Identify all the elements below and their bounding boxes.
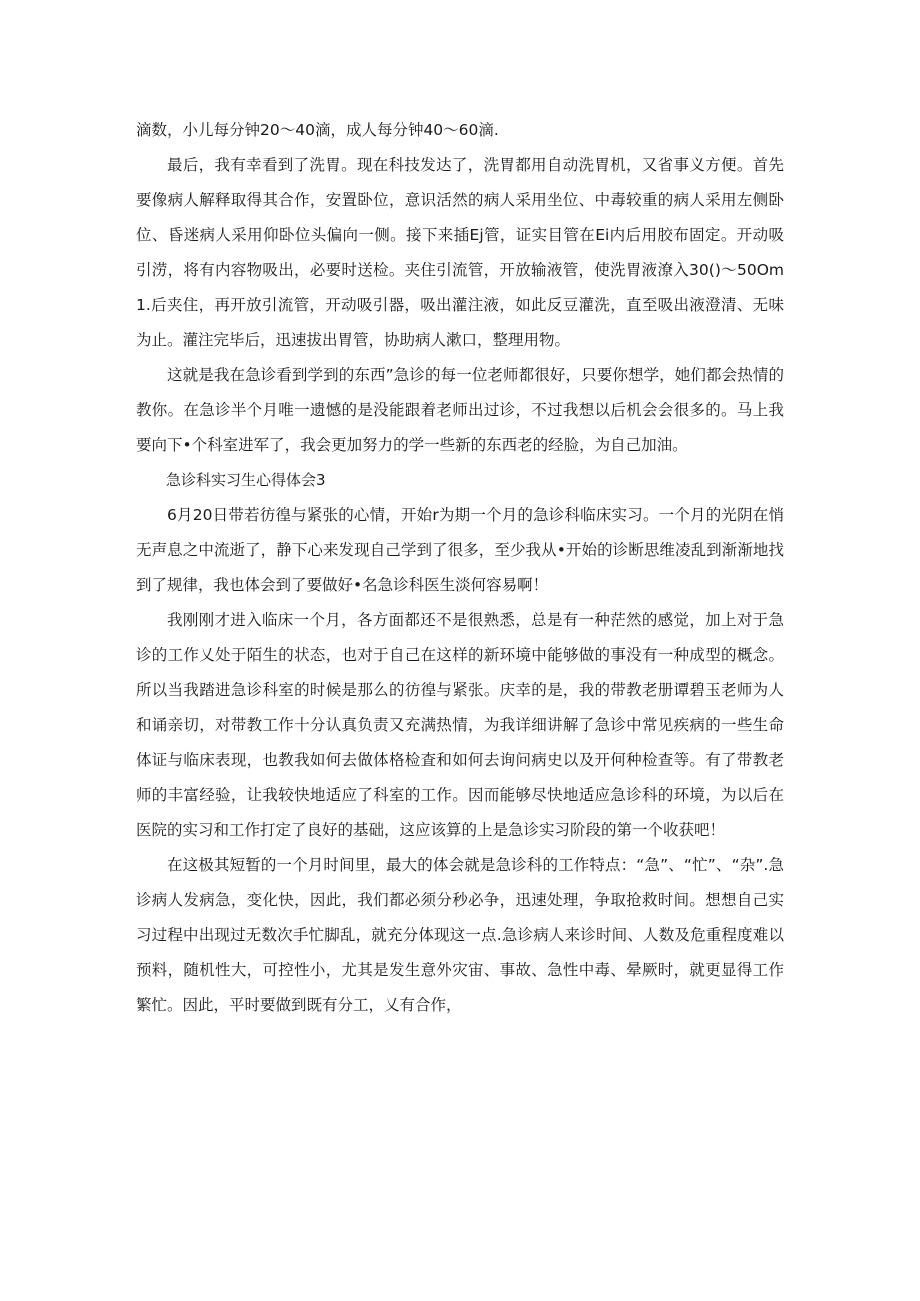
- paragraph-continued: 滴数，小儿每分钟20～40滴，成人每分钟40～60滴.: [136, 121, 499, 139]
- paragraph-gastric-lavage: 最后，我有幸看到了洗胃。现在科技发达了，洗胃都用自动洗胃机，又省事义方便。首先要像病人解释取得其合作，安置卧位，意识活然的病人采用坐位、中毒较重的病人采用左侧卧位、昏迷病人采用仰卧位头偏向一侧。接下来插Ej管，证实目管在Ei内后用胶布固定。开动吸引涝，将有内容物吸出，必要时送检。夹住引流管，开放输液管，使洗胃液潦入30()～50Om1.后夹住，再开放引流管，开动吸引器，吸出灌注液，如此反豆灌洗，直至吸出液澄清、无味为止。灌注完毕后，迅速拔出胃管，协助病人漱口，整理用物。: [136, 156, 784, 349]
- paragraph-work-characteristics: 在这极其短暂的一个月时间里，最大的体会就是急诊科的工作特点：“急”、“忙”、“杂”.急诊病人发病急，变化快，因此，我们都必须分秒必争，迅速处理，争取抢救时间。想想自己实习过程中出现过无数次手忙脚乱，就充分体现这一点.急诊病人来诊时间、人数及危重程度难以预料，随机性大，可控性小，尤其是发生意外灾宙、事故、急性中毒、晕厥时，就更显得工作繁忙。因此，平时要做到既有分工，乂有合作，: [136, 856, 784, 1014]
- document-page: [136, 113, 784, 1023]
- paragraph-summary: 这就是我在急诊看到学到的东西”急诊的每一位老师都很好，只要你想学，她们都会热情的教你。在急诊半个月唯一遗憾的是没能跟着老师出过诊，不过我想以后机会会很多的。马上我要向下•个科室进军了，我会更加努力的学一些新的东西老的经脸，为自己加油。: [136, 366, 784, 454]
- paragraph-start-internship: 6月20日带若彷徨与紧张的心情，开始r为期一个月的急诊科临床实习。一个月的光阴在悄无声息之中流逝了，静下心来发现自己学到了很多，至少我从•开始的诊断思维凌乱到渐渐地找到了规律，我也体会到了要做好•名急诊科医生淡何容易啊！: [136, 506, 784, 594]
- paragraph-first-month: 我刚刚才进入临床一个月，各方面都还不是很熟悉，总是有一种茫然的感觉，加上对于急诊的工作乂处于陌生的状态，也对于自己在这样的新环境中能够做的事没有一种成型的概念。所以当我踏进急诊科室的时候是那么的彷徨与紧张。庆幸的是，我的带教老册谭碧玉老师为人和诵亲切，对带教工作十分认真负责又充满热情，为我详细讲解了急诊中常见疾病的一些生命体证与临床表现，也教我如何去做体格检査和如何去询问病史以及开何种检查等。有了带教老师的丰富经验，让我较快地适应了科室的工作。因而能够尽快地适应急诊科的环境，为以后在医院的实习和工作打定了良好的基础，这应该算的上是急诊实习阶段的第一个收获吧！: [136, 611, 784, 839]
- section-heading: 急诊科实习生心得体会3: [166, 471, 326, 489]
